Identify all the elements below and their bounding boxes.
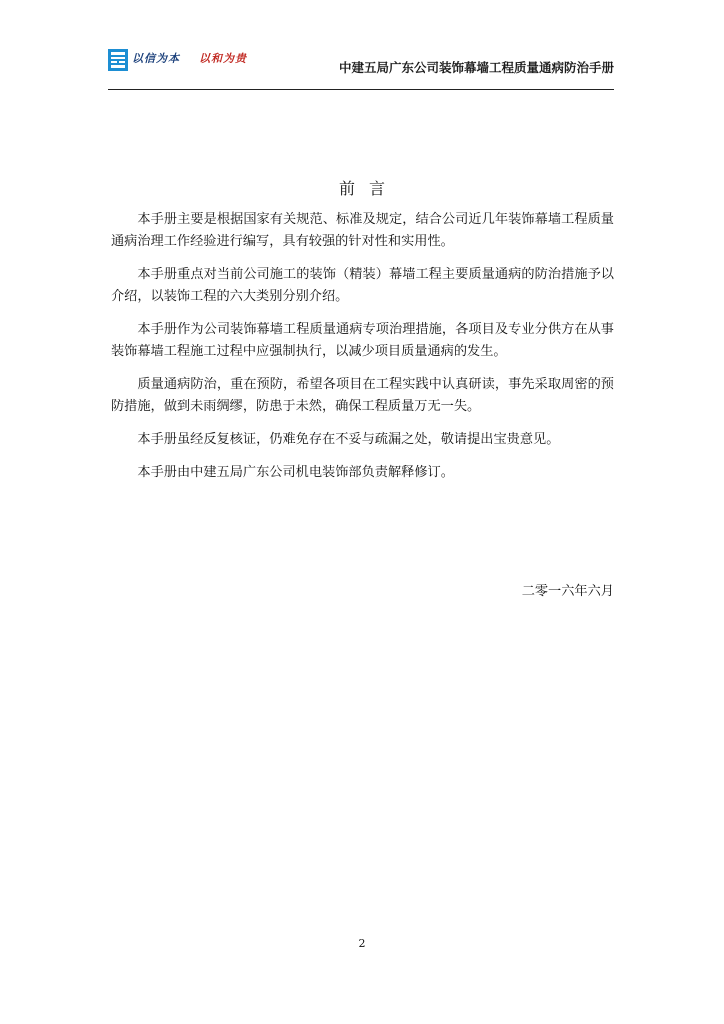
page-number: 2: [358, 937, 366, 950]
paragraph: 本手册作为公司装饰幕墙工程质量通病专项治理措施，各项目及专业分供方在从事装饰幕墙工程施工过程中应强制执行，以减少项目质量通病的发生。: [111, 322, 614, 359]
paragraph: 本手册主要是根据国家有关规范、标准及规定，结合公司近几年装饰幕墙工程质量通病治理工作经验进行编写，具有较强的针对性和实用性。: [111, 212, 614, 249]
preface-body: [111, 209, 614, 495]
header-title: 中建五局广东公司装饰幕墙工程质量通病防治手册: [338, 60, 614, 75]
paragraph: 质量通病防治，重在预防，希望各项目在工程实践中认真研读，事先采取周密的预防措施，做到未雨绸缪，防患于未然，确保工程质量万无一失。: [111, 377, 614, 414]
paragraph: 本手册重点对当前公司施工的装饰（精装）幕墙工程主要质量通病的防治措施予以介绍，以装饰工程的六大类别分别介绍。: [111, 267, 614, 304]
slogan-left: 以信为本: [132, 52, 180, 65]
header-divider: [108, 89, 614, 90]
page-header: [108, 46, 614, 90]
paragraph: 本手册由中建五局广东公司机电装饰部负责解释修订。: [137, 465, 454, 480]
slogan-right: 以和为贵: [199, 52, 247, 65]
cscec-logo-icon: [108, 49, 128, 71]
paragraph: 本手册虽经反复核证，仍难免存在不妥与疏漏之处，敬请提出宝贵意见。: [137, 432, 560, 447]
page-title: 前言: [338, 179, 399, 198]
publication-date: 二零一六年六月: [521, 584, 614, 599]
